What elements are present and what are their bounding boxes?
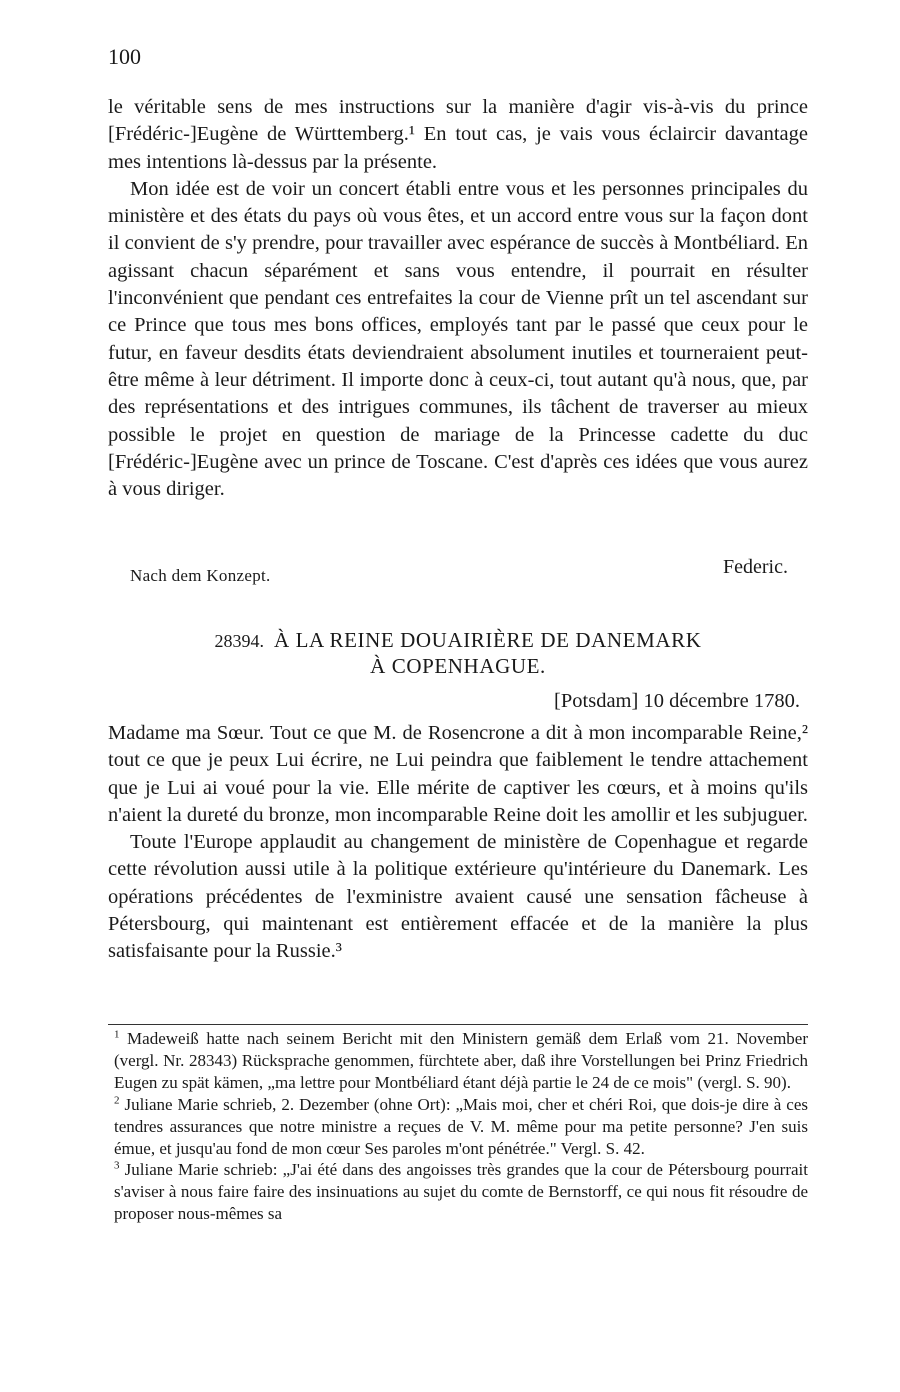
footnote-divider [108, 1024, 808, 1025]
heading-line-1: À LA REINE DOUAIRIÈRE DE DANEMARK [273, 628, 702, 652]
dateline: [Potsdam] 10 décembre 1780. [554, 690, 800, 712]
paragraph: le véritable sens de mes instructions sur la manière d'agir vis-à-vis du prince [Frédéric-]Eugène de Württemberg.¹ En tout cas, je vais vous éclaircir davantage mes intentions là-dessus par la présente. [108, 96, 808, 173]
letter-heading [108, 628, 808, 679]
paragraph: Mon idée est de voir un concert établi entre vous et les personnes principales du ministère et des états du pays où vous êtes, et un accord entre vous sur la façon dont il convient de s'y prendre, pour travailler avec espérance de succès à Montbéliard. En agissant chacun séparément et sans vous entendre, il pourrait en résulter l'inconvénient que pendant ces entrefaites la cour de Vienne prît un tel ascendant sur ce Prince que tous mes bons offices, employés tant par le passé que ceux pour le futur, en faveur desdits états deviendraient absolument inutiles et tourneraient peut-être même à leur détriment. Il importe donc à ceux-ci, tout autant qu'à nous, que, par des représentations et des intrigues communes, ils tâchent de traverser au mieux possible le projet en question de mariage de la Princesse cadette du duc [Frédéric-]Eugène avec un prince de Toscane. C'est d'après ces idées que vous aurez à vous diriger. [108, 177, 808, 501]
footnote-text: Madeweiß hatte nach seinem Bericht mit den Ministern gemäß dem Erlaß vom 21. November (vergl. Nr. 28343) Rücksprache genommen, fürchtete aber, daß ihre Vorstellungen bei Prinz Friedrich Eugen zu spät kämen, „ma lettre pour Montbéliard étant déjà partie le 24 de ce mois" (vergl. S. 90). [114, 1029, 809, 1092]
letter-text-continued [108, 94, 808, 503]
footnote [114, 1094, 808, 1160]
heading-line-2: À COPENHAGUE. [370, 654, 546, 678]
footnote-text: Juliane Marie schrieb, 2. Dezember (ohne Ort): „Mais moi, cher et chéri Roi, que dois-je dire à ces tendres assurances que notre ministre a reçues de V. M. même pour ma petite personne? J'en suis émue, et jusqu'au fond de mon cœur Ses paroles m'ont pénétrée." Vergl. S. 42. [114, 1094, 808, 1158]
page-number: 100 [108, 44, 141, 69]
footnote-mark: 3 [114, 1159, 120, 1172]
signature: Federic. [723, 556, 788, 578]
letter-text [108, 720, 808, 966]
footnote-mark: 2 [114, 1094, 120, 1107]
closing-line [108, 556, 808, 586]
footnotes [114, 1028, 808, 1225]
footnote [114, 1159, 808, 1225]
paragraph: Toute l'Europe applaudit au changement de ministère de Copenhague et regarde cette révolution aussi utile à la politique extérieure qu'intérieure du Danemark. Les opérations précédentes de l'exministre avaient causé une sensation fâcheuse à Pétersbourg, qui maintenant est entièrement effacée et de la manière la plus satisfaisante pour la Russie.³ [108, 831, 808, 963]
footnote [114, 1028, 808, 1094]
source-note: Nach dem Konzept. [130, 566, 271, 585]
footnote-text: Juliane Marie schrieb: „J'ai été dans des angoisses très grandes que la cour de Pétersbourg pourrait s'aviser à nous faire faire des insinuations au sujet du comte de Bernstorff, ce qui nous fit résoudre de proposer nous-mêmes sa [114, 1160, 808, 1224]
letter-number: 28394. [214, 631, 264, 651]
paragraph: Madame ma Sœur. Tout ce que M. de Rosencrone a dit à mon incomparable Reine,² tout ce que je peux Lui écrire, ne Lui peindra que faiblement le tendre attachement que je Lui ai voué pour la vie. Elle mérite de captiver les cœurs, et à moins qu'ils n'aient la dureté du bronze, mon incomparable Reine doit les amollir et les subjuguer. [108, 722, 808, 826]
footnote-mark: 1 [114, 1028, 120, 1041]
